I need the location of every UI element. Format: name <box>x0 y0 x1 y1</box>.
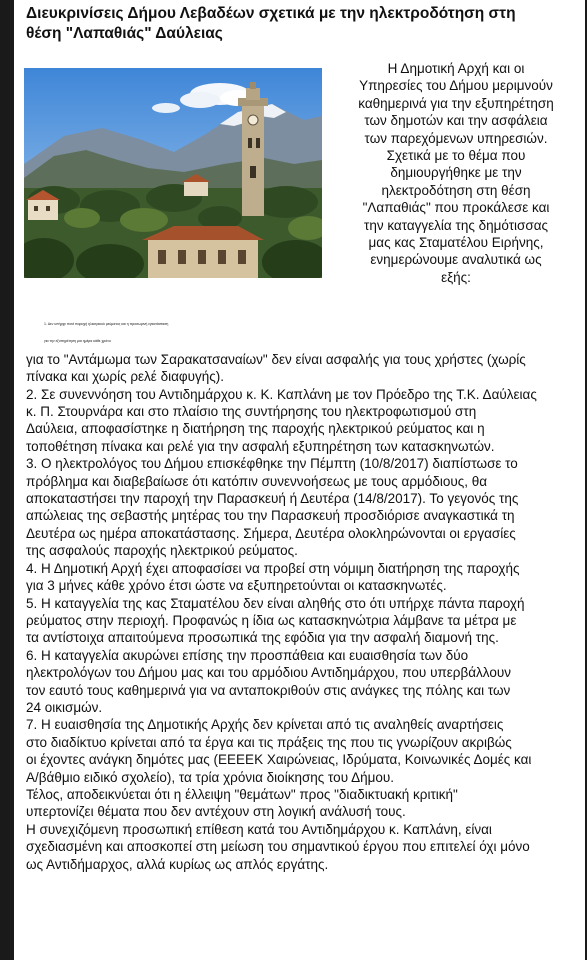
title-line: θέση "Λαπαθιάς" Δαύλειας <box>26 25 223 42</box>
intro-paragraph <box>332 60 580 286</box>
intro-line: Σχετικά με το θέμα που <box>386 148 526 164</box>
intro-line: Υπηρεσίες του Δήμου μεριμνούν <box>359 78 553 94</box>
body-line: 1. Δεν υπήρχε ποτέ παροχή ηλεκτρικού ρεύματος και η προσωρινή εγκατάσταση <box>44 322 169 326</box>
body-line: πρόβλημα και διαβεβαίωσε ότι κατόπιν συνεννοήσεως με τους αρμόδιους, θα <box>26 473 488 489</box>
body-line: οι έχοντες ανάγκη δημότες μας (ΕΕΕΕΚ Χαιρώνειας, Ιδρύματα, Κοινωνικές Δομές και <box>26 752 532 768</box>
body-line: ρεύματος στην περιοχή. Προφανώς η ίδια ως κατασκηνώτρια λάμβανε τα μέτρα με <box>26 612 517 628</box>
article-body <box>26 316 582 873</box>
title-line: Διευκρινίσεις Δήμου Λεβαδέων σχετικά με την ηλεκτροδότηση στη <box>26 5 516 22</box>
intro-line: καθημερινά για την εξυπηρέτηση <box>358 95 554 111</box>
intro-line: των παρεχόμενων υπηρεσιών. <box>364 130 548 146</box>
body-line: 7. Η ευαισθησία της Δημοτικής Αρχής δεν κρίνεται από τις αναληθείς αναρτήσεις <box>26 717 504 733</box>
body-line: 5. Η καταγγελία της κας Σταματέλου δεν είναι αληθής στο ότι υπήρχε πάντα παροχή <box>26 595 525 611</box>
body-line: υπερτονίζει θέματα που δεν αντέχουν στη λογική ανάλυσή τους. <box>26 804 406 820</box>
body-line: πίνακα και χωρίς ρελέ διαφυγής). <box>26 369 225 385</box>
body-line: Α/βάθμιο ειδικό σχολείο), τα τρία χρόνια διοίκησης του Δήμου. <box>26 769 395 785</box>
body-line: για 3 μήνες κάθε χρόνο έτσι ώστε να εξυπηρετούνται οι κατασκηνωτές. <box>26 578 447 594</box>
article-photo <box>24 68 322 278</box>
intro-line: "Λαπαθιάς" που προκάλεσε και <box>362 200 550 216</box>
body-line: της ασφαλούς παροχής ηλεκτρικού ρεύματος. <box>26 543 298 559</box>
stone-building <box>142 226 264 278</box>
intro-line: μας κας Σταματέλου Ειρήνης, <box>368 235 544 251</box>
intro-line: των δημοτών και την ασφάλεια <box>364 113 548 129</box>
body-line: απώλειας της σεβαστής μητέρας του την Παρασκευή προσδιόρισε αναγκαστικά τη <box>26 508 515 524</box>
body-line: 24 οικισμών. <box>26 699 103 715</box>
body-line: Δευτέρα ως ημέρα αποκατάστασης. Σήμερα, Δευτέρα ολοκληρώνονται οι εργασίες <box>26 525 516 541</box>
intro-line: εξής: <box>441 269 471 285</box>
body-line: για την εξυπηρέτηση μια ημέρα κάθε χρόνο <box>44 339 111 344</box>
document-page <box>14 0 585 960</box>
intro-line: ηλεκτροδότηση στη θέση <box>381 182 531 198</box>
intro-line: την καταγγελία της δημότισσας <box>363 217 549 233</box>
intro-line: Η Δημοτική Αρχή και οι <box>387 61 525 76</box>
body-line: Δαύλεια, αποφασίστηκε η διατήρηση της παροχής ηλεκτρικού ρεύματος και η <box>26 421 485 437</box>
body-line: τοποθέτηση πίνακα και ρελέ για την ασφαλή εξυπηρέτηση των κατασκηνωτών. <box>26 438 495 454</box>
body-line: τον εαυτό τους καθημερινά για να ανταποκριθούν στις ανάγκες της πόλης και των <box>26 682 511 698</box>
body-line: αποκαταστήσει την παροχή την Παρασκευή ή Δευτέρα (14/8/2017). Το γεγονός της <box>26 491 519 507</box>
body-line: Τέλος, αποδεικνύεται ότι η έλλειψη "θεμάτων" προς "διαδικτυακή κριτική" <box>26 786 458 802</box>
body-line: 3. Ο ηλεκτρολόγος του Δήμου επισκέφθηκε την Πέμπτη (10/8/2017) διαπίστωσε το <box>26 456 518 472</box>
clock-tower <box>238 82 268 216</box>
body-line: ηλεκτρολόγων του Δήμου μας και του αρμόδιου Αντιδημάρχου, που υπερβάλλουν <box>26 665 511 681</box>
body-line: Η συνεχιζόμενη προσωπική επίθεση κατά του Αντιδημάρχου κ. Καπλάνη, είναι <box>26 821 492 837</box>
body-line: σχεδιασμένη και αποσκοπεί στη μείωση του σημαντικού έργου που επιτελεί όχι μόνο <box>26 839 530 855</box>
body-line: 4. Η Δημοτική Αρχή έχει αποφασίσει να προβεί στη νόμιμη διατήρηση της παροχής <box>26 560 520 576</box>
article-title <box>26 4 574 44</box>
body-line: τα αντίστοιχα απαιτούμενα προσωπικά της εφόδια για την ασφαλή διαμονή της. <box>26 630 499 646</box>
body-line: για το "Αντάμωμα των Σαρακατσαναίων" δεν είναι ασφαλής για τους χρήστες (χωρίς <box>26 351 526 367</box>
body-line: ως Αντιδήμαρχος, αλλά κυρίως ως απλός εργάτης. <box>26 856 329 872</box>
body-line: 6. Η καταγγελία ακυρώνει επίσης την προσπάθεια και ευαισθησία των δύο <box>26 647 469 663</box>
body-line: στο διαδίκτυο κρίνεται από τα έργα και τις πράξεις της που τις γνωρίζουν ακριβώς <box>26 734 512 750</box>
body-line: κ. Π. Στουρνάρα και στο πλαίσιο της συντήρησης του ηλεκτροφωτισμού στη <box>26 404 477 420</box>
body-line: 2. Σε συνεννόηση του Αντιδημάρχου κ. Κ. Καπλάνη με τον Πρόεδρο της Τ.Κ. Δαύλειας <box>26 386 537 402</box>
intro-line: δημιουργήθηκε με την <box>390 165 522 181</box>
intro-line: ενημερώνουμε αναλυτικά ως <box>370 252 542 268</box>
